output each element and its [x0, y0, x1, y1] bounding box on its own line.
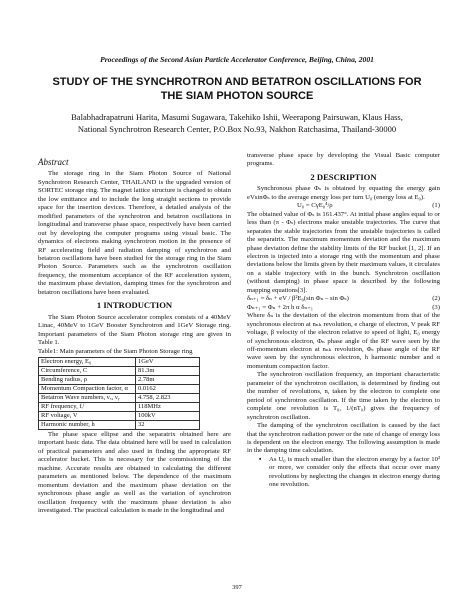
parameter-value-cell: 1GeV: [136, 357, 200, 366]
table-caption: Table1: Main parameters of the Siam Photon Storage ring: [38, 347, 193, 355]
equation-2-body: δₙ₊₁ = δₙ + eV / β²E₀(sin Φₙ – sin Φₛ): [247, 295, 349, 303]
equation-2-number: (2): [432, 295, 440, 303]
description-heading: 2 DESCRIPTION: [310, 171, 377, 182]
introduction-heading: 1 INTRODUCTION: [96, 300, 173, 311]
parameter-name-cell: RF voltage, V: [39, 411, 136, 420]
description-paragraph-4: The synchrotron oscillation frequency, an important characteristic parameter of the synchrotron oscillation, is determined by finding out the number of revolutions, n, taken by the electron to complete one period of synchrotron oscillation. If the time taken by the electron to complete one revolution is T₀, 1/(nT₀) gives the frequency of synchrotron oscillation.: [247, 371, 440, 421]
table-row: [39, 411, 200, 420]
author-affiliation: National Synchrotron Research Center, P.O.Box No.93, Nakhon Ratchasima, Thailand-30000: [77, 123, 397, 134]
equation-2: [247, 295, 440, 303]
parameter-value-cell: 4.758, 2.823: [136, 393, 200, 402]
table-row: [39, 402, 200, 411]
parameter-value-cell: 2.78m: [136, 375, 200, 384]
equation-3-number: (3): [432, 303, 440, 311]
bullet-marker: ▪: [259, 455, 262, 463]
parameter-value-cell: 0.0162: [136, 384, 200, 393]
introduction-paragraph-2: The phase space ellipse and the separatrix obtained here are important basic data. The data obtained here will be used in calculation of practical parameters and also used in finding the appropriate RF accelerator bucket. This is necessary for the commissioning of the machine. Accurate results are obtained in calculating the different parameters as mentioned below. The dependence of the maximum momentum deviation and the maximum phase deviation on the synchronous phase angle as well as the variation of synchrotron oscillation frequency with the maximum phase deviation is also investigated. The practical calculation is made in the longitudinal and: [38, 430, 231, 515]
parameter-name-cell: Momentum Compaction factor, α: [39, 384, 136, 393]
continued-paragraph: transverse phase space by developing the Visual Basic computer programs.: [247, 152, 440, 168]
parameter-name-cell: Electron energy, E₀: [39, 357, 136, 366]
introduction-paragraph-1: The Siam Photon Source accelerator complex consists of a 40MeV Linac, 40MeV to 1GeV Booster Synchrotron and 1GeV Storage ring. Important parameters of the Siam Photon storage ring are given in Table 1.: [38, 313, 231, 347]
conference-header: Proceedings of the Second Asian Particle Accelerator Conference, Beijing, China, 2001: [100, 55, 374, 64]
equation-1-number: (1): [432, 202, 440, 210]
paper-title: [40, 76, 434, 103]
parameter-value-cell: 81.3m: [136, 366, 200, 375]
table-row: [39, 357, 200, 366]
parameters-table: [38, 357, 200, 430]
equation-1: [247, 202, 440, 210]
description-paragraph-5: The damping of the synchrotron oscillation is caused by the fact that the synchrotron radiation power or the rate of change of energy loss is dependent on the electron energy. The following assumption is made in the damping time calculation.: [247, 422, 441, 455]
abstract-text: The storage ring in the Siam Photon Source of National Synchrotron Research Center, THAILAND is the upgraded version of SORTEC storage ring. The magnet lattice structure is changed to obtain the low emittance and to include the long straight sections to provide space for the insertion devices. Therefore, a detailed analysis of the modified parameters of the synchrotron and betatron oscillations in longitudinal and transverse phase space, respectively have been carried out by developing the computer programs using visual basic. The dynamics of electrons making synchrotron motion in the presence of RF accelerating field and radiation damping of synchrotron and betatron oscillations have been studied for the storage ring in the Siam Photon Source. Parameters such as the synchrotron oscillation frequency, the momentum acceptance of the RF acceleration system, the maximum phase deviation, damping times for the synchrotron and betatron oscillations have been evaluated.: [38, 170, 231, 296]
left-column: [38, 152, 231, 516]
parameter-value-cell: 118MHz: [136, 402, 200, 411]
abstract-heading: Abstract: [38, 157, 69, 167]
parameter-name-cell: Bending radius, ρ: [39, 375, 136, 384]
title-line-1: STUDY OF THE SYNCHROTRON AND BETATRON OSCILLATIONS FOR: [52, 76, 422, 88]
parameter-name-cell: Betatron Wave numbers, νₓ, νᵧ: [39, 393, 136, 402]
description-paragraph-1: Synchronous phase Φₛ is obtained by equating the energy gain eVsinΦₛ to the average energy loss per turn U₀ (energy loss at E₀).: [247, 185, 440, 201]
parameter-name-cell: Circumference, C: [39, 366, 136, 375]
bullet-text: As U₀ is much smaller than the electron energy by a factor 10³ or more, we consider only the effects that occur over many revolutions by neglecting the changes in electron energy during one revolution.: [269, 455, 440, 489]
equation-1-body: U₀ = CγE₀⁴/ρ: [297, 202, 333, 210]
page-number: 397: [232, 584, 242, 591]
parameter-name-cell: Harmonic number, h: [39, 420, 136, 429]
description-paragraph-2: The obtained value of Φₛ is 161.437°. At initial phase angles equal to or less than (π - Φₛ) electrons make unstable trajectories. The curve that separates the stable trajectories from the unstable trajectories is called the separatrix. The maximum momentum deviation and the maximum phase deviation define the stability limits of the RF bucket [1, 2]. If an electron is injected into a storage ring with the momentum and phase deviations below the limits given by their maximum values, it circulates on a stable trajectory with in the bunch. Synchrotron oscillation (without damping) in phase space is described by the following mapping equations[3].: [247, 210, 440, 294]
parameter-value-cell: 100kV: [136, 411, 200, 420]
table-row: [39, 375, 200, 384]
table-row: [39, 384, 200, 393]
equation-3-body: Φₙ₊₁ = Φₙ + 2π h α δₙ₊₁: [247, 303, 314, 311]
table-row: [39, 366, 200, 375]
title-line-2: THE SIAM PHOTON SOURCE: [160, 89, 314, 102]
parameter-name-cell: RF frequency, fᵣᶠ: [39, 402, 136, 411]
table-row: [39, 420, 200, 429]
right-column: [247, 152, 440, 490]
assumption-bullet: [247, 456, 440, 490]
author-names: Balabhadrapatruni Harita, Masumi Sugawara, Takehiko Ishii, Weerapong Pairsuwan, Klaus Hass,: [71, 112, 403, 122]
equation-3: [247, 304, 440, 312]
author-block: [30, 112, 444, 135]
table-row: [39, 393, 200, 402]
parameter-value-cell: 32: [136, 420, 200, 429]
description-paragraph-3: Where δₙ is the deviation of the electron momentum from that of the synchronous electron at nₙₕ revolution, e charge of electron, V peak RF voltage, β velocity of the electron relative to speed of light, E₀ energy of synchronous electron, Φₙ phase angle of the RF wave seen by the off-momentum electron at nₙₕ revolution, Φₛ phase angle of the RF wave seen by the synchronous electron, h harmonic number and α momentum compaction factor.: [247, 312, 440, 370]
